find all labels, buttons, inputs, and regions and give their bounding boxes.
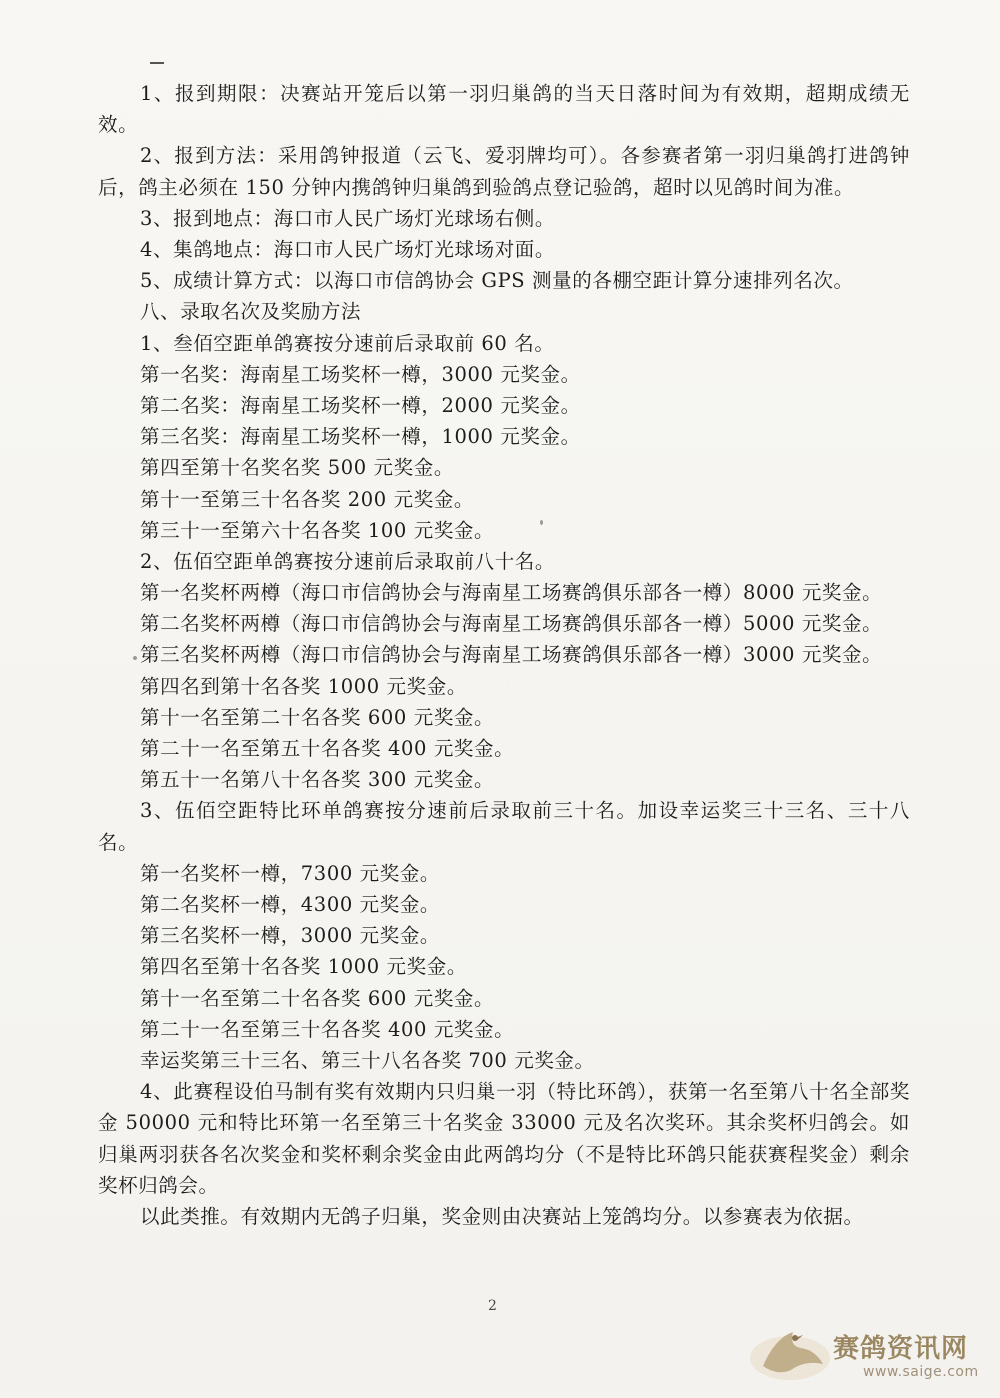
- paragraph: 第二十一名至第三十名各奖 400 元奖金。: [140, 1017, 515, 1041]
- paragraph: 幸运奖第三十三名、第三十八名各奖 700 元奖金。: [140, 1048, 595, 1072]
- paragraph: 第一名奖杯两樽（海口市信鸽协会与海南星工场赛鸽俱乐部各一樽）8000 元奖金。: [140, 581, 883, 605]
- scan-mark: [150, 62, 164, 64]
- paragraph: 第四名到第十名各奖 1000 元奖金。: [140, 674, 467, 698]
- paragraph: 第五十一名第八十名各奖 300 元奖金。: [140, 768, 495, 792]
- paragraph: 3、报到地点：海口市人民广场灯光球场右侧。: [140, 206, 556, 230]
- paragraph: 3、伍佰空距特比环单鸽赛按分速前后录取前三十名。加设幸运奖三十三名、三十八名。: [98, 799, 910, 854]
- paragraph: 2、报到方法：采用鸽钟报道（云飞、爱羽牌均可）。各参赛者第一羽归巢鸽打进鸽钟后，鸽主必须在 150 分钟内携鸽钟归巢鸽到验鸽点登记验鸽，超时以见鸽时间为准。: [98, 144, 910, 199]
- watermark-url: www.saige.com: [863, 1364, 979, 1380]
- paragraph: 2、伍佰空距单鸽赛按分速前后录取前八十名。: [140, 549, 556, 573]
- paragraph: 以此类推。有效期内无鸽子归巢，奖金则由决赛站上笼鸽均分。以参赛表为依据。: [140, 1204, 864, 1228]
- paragraph: 第十一名至第二十名各奖 600 元奖金。: [140, 986, 495, 1010]
- paragraph: 第三名奖杯两樽（海口市信鸽协会与海南星工场赛鸽俱乐部各一樽）3000 元奖金。: [140, 643, 883, 667]
- paragraph: 第四至第十名奖名奖 500 元奖金。: [140, 456, 454, 480]
- paragraph: 第三名奖杯一樽，3000 元奖金。: [140, 924, 441, 948]
- paragraph: 第二名奖：海南星工场奖杯一樽，2000 元奖金。: [140, 393, 581, 417]
- watermark-site-name: 赛鸽资讯网: [833, 1334, 969, 1364]
- paragraph: 5、成绩计算方式：以海口市信鸽协会 GPS 测量的各棚空距计算分速排列名次。: [140, 269, 854, 293]
- paragraph: 1、叁佰空距单鸽赛按分速前后录取前 60 名。: [140, 331, 555, 355]
- paragraph: 第三十一至第六十名各奖 100 元奖金。: [140, 518, 495, 542]
- paragraph: 4、集鸽地点：海口市人民广场灯光球场对面。: [140, 238, 556, 261]
- paragraph: 第十一名至第二十名各奖 600 元奖金。: [140, 705, 495, 729]
- page-number: 2: [488, 1298, 497, 1314]
- paragraph: 4、此赛程设伯马制有奖有效期内只归巢一羽（特比环鸽），获第一名至第八十名全部奖金 50000 元和特比环第一名至第三十名奖金 33000 元及名次奖环。其余奖杯归鸽会。如归巢两羽获各名次奖金和奖杯剩余奖金由此两鸽均分（不是特比环鸽只能获赛程奖金）剩余奖杯归鸽会。: [98, 1080, 910, 1197]
- paragraph: 第三名奖：海南星工场奖杯一樽，1000 元奖金。: [140, 425, 581, 449]
- paragraph: 第十一至第三十名各奖 200 元奖金。: [140, 487, 475, 511]
- paragraph: 第二十一名至第五十名各奖 400 元奖金。: [140, 737, 515, 760]
- paragraph: 第四名至第十名各奖 1000 元奖金。: [140, 955, 467, 979]
- site-watermark: [745, 1318, 979, 1384]
- pigeon-logo-icon: [745, 1318, 835, 1384]
- paragraph: 第二名奖杯两樽（海口市信鸽协会与海南星工场赛鸽俱乐部各一樽）5000 元奖金。: [140, 612, 883, 636]
- paragraph: 第二名奖杯一樽，4300 元奖金。: [140, 892, 441, 916]
- paragraph: 第一名奖杯一樽，7300 元奖金。: [140, 861, 441, 885]
- paragraph: 八、录取名次及奖励方法: [140, 300, 362, 324]
- paragraph: 第一名奖：海南星工场奖杯一樽，3000 元奖金。: [140, 362, 581, 386]
- document-body: [98, 78, 910, 1232]
- paragraph: 1、报到期限：决赛站开笼后以第一羽归巢鸽的当天日落时间为有效期，超期成绩无效。: [98, 82, 910, 137]
